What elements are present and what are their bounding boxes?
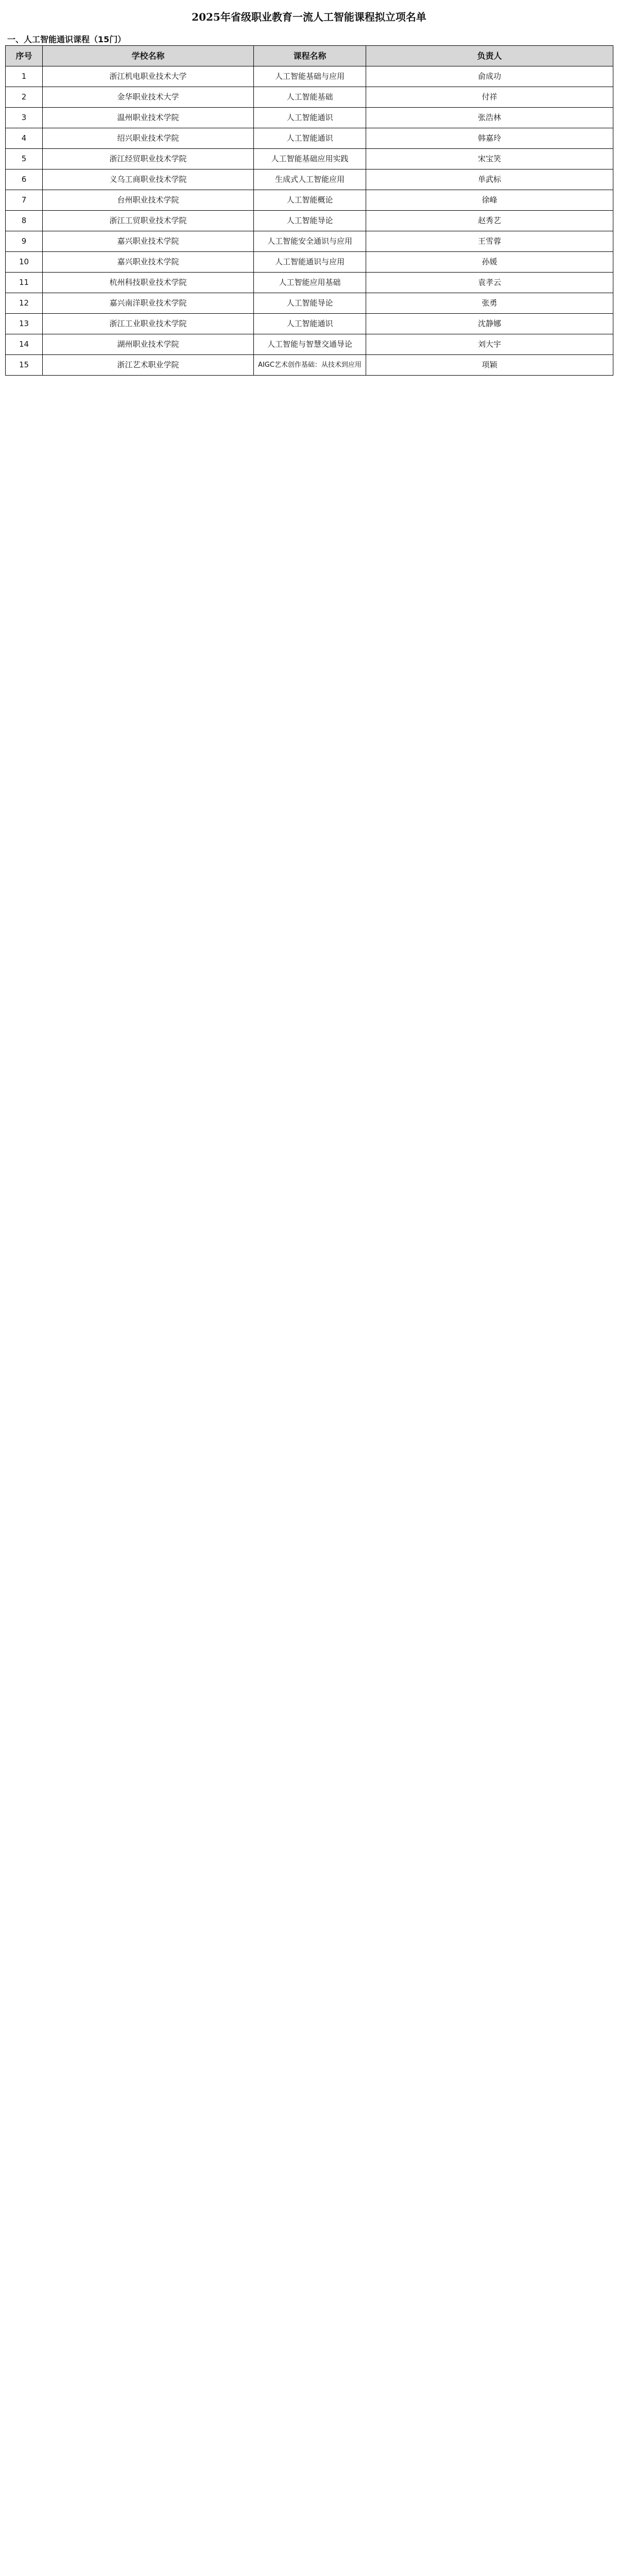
section-title: 一、人工智能通识课程（15门） xyxy=(7,34,126,44)
table-row xyxy=(6,231,613,252)
row-school: 浙江工业职业技术学院 xyxy=(43,314,254,334)
row-index: 12 xyxy=(6,293,43,313)
row-lead: 徐峰 xyxy=(366,190,613,210)
row-lead: 孙媛 xyxy=(366,252,613,272)
row-lead: 张浩林 xyxy=(366,108,613,128)
row-index: 3 xyxy=(6,108,43,128)
header-lead: 负责人 xyxy=(366,46,613,66)
row-lead: 韩嘉玲 xyxy=(366,128,613,148)
row-index: 14 xyxy=(6,334,43,354)
table-row xyxy=(6,273,613,293)
row-lead: 张勇 xyxy=(366,293,613,313)
table-row xyxy=(6,190,613,211)
table-row xyxy=(6,314,613,334)
row-school: 温州职业技术学院 xyxy=(43,108,254,128)
row-index: 11 xyxy=(6,273,43,293)
row-lead: 王雪蓉 xyxy=(366,231,613,251)
row-course: 人工智能导论 xyxy=(254,293,366,313)
row-index: 10 xyxy=(6,252,43,272)
row-school: 嘉兴职业技术学院 xyxy=(43,231,254,251)
row-course: 人工智能基础 xyxy=(254,87,366,107)
row-course: 人工智能导论 xyxy=(254,211,366,231)
table-row xyxy=(6,293,613,314)
row-course: 人工智能通识 xyxy=(254,108,366,128)
table-row xyxy=(6,355,613,376)
row-school: 浙江艺术职业学院 xyxy=(43,355,254,375)
row-lead: 宋宝笑 xyxy=(366,149,613,169)
row-school: 嘉兴职业技术学院 xyxy=(43,252,254,272)
table-row xyxy=(6,149,613,170)
row-lead: 赵秀艺 xyxy=(366,211,613,231)
row-course: 生成式人工智能应用 xyxy=(254,170,366,190)
row-lead: 付祥 xyxy=(366,87,613,107)
row-school: 浙江工贸职业技术学院 xyxy=(43,211,254,231)
table-header-row xyxy=(6,46,613,66)
row-index: 13 xyxy=(6,314,43,334)
row-course: 人工智能通识 xyxy=(254,314,366,334)
table-row xyxy=(6,128,613,149)
row-index: 9 xyxy=(6,231,43,251)
row-school: 浙江机电职业技术大学 xyxy=(43,66,254,87)
table-row xyxy=(6,252,613,273)
table-row xyxy=(6,211,613,231)
header-school: 学校名称 xyxy=(43,46,254,66)
row-index: 2 xyxy=(6,87,43,107)
table-row xyxy=(6,87,613,108)
row-index: 6 xyxy=(6,170,43,190)
row-school: 绍兴职业技术学院 xyxy=(43,128,254,148)
document-title: 2025年省级职业教育一流人工智能课程拟立项名单 xyxy=(192,10,426,23)
row-school: 浙江经贸职业技术学院 xyxy=(43,149,254,169)
row-course: 人工智能基础应用实践 xyxy=(254,149,366,169)
row-lead: 刘大宇 xyxy=(366,334,613,354)
row-index: 5 xyxy=(6,149,43,169)
row-course: 人工智能与智慧交通导论 xyxy=(254,334,366,354)
table-row xyxy=(6,334,613,355)
row-course: 人工智能应用基础 xyxy=(254,273,366,293)
row-index: 8 xyxy=(6,211,43,231)
course-list-table xyxy=(5,45,613,376)
header-course: 课程名称 xyxy=(254,46,366,66)
row-school: 台州职业技术学院 xyxy=(43,190,254,210)
table-row xyxy=(6,66,613,87)
row-course: 人工智能通识 xyxy=(254,128,366,148)
row-course: 人工智能概论 xyxy=(254,190,366,210)
row-index: 15 xyxy=(6,355,43,375)
row-course: AIGC艺术创作基础：从技术到应用 xyxy=(254,355,366,375)
row-school: 义乌工商职业技术学院 xyxy=(43,170,254,190)
row-course: 人工智能通识与应用 xyxy=(254,252,366,272)
table-body xyxy=(6,66,613,376)
row-index: 4 xyxy=(6,128,43,148)
row-school: 湖州职业技术学院 xyxy=(43,334,254,354)
row-index: 7 xyxy=(6,190,43,210)
row-school: 杭州科技职业技术学院 xyxy=(43,273,254,293)
row-lead: 项颖 xyxy=(366,355,613,375)
header-index: 序号 xyxy=(6,46,43,66)
row-lead: 俞成功 xyxy=(366,66,613,87)
row-school: 嘉兴南洋职业技术学院 xyxy=(43,293,254,313)
row-course: 人工智能安全通识与应用 xyxy=(254,231,366,251)
row-lead: 沈静娜 xyxy=(366,314,613,334)
row-course: 人工智能基础与应用 xyxy=(254,66,366,87)
row-index: 1 xyxy=(6,66,43,87)
row-lead: 袁孝云 xyxy=(366,273,613,293)
row-school: 金华职业技术大学 xyxy=(43,87,254,107)
table-row xyxy=(6,170,613,190)
table-row xyxy=(6,108,613,128)
row-lead: 单武标 xyxy=(366,170,613,190)
